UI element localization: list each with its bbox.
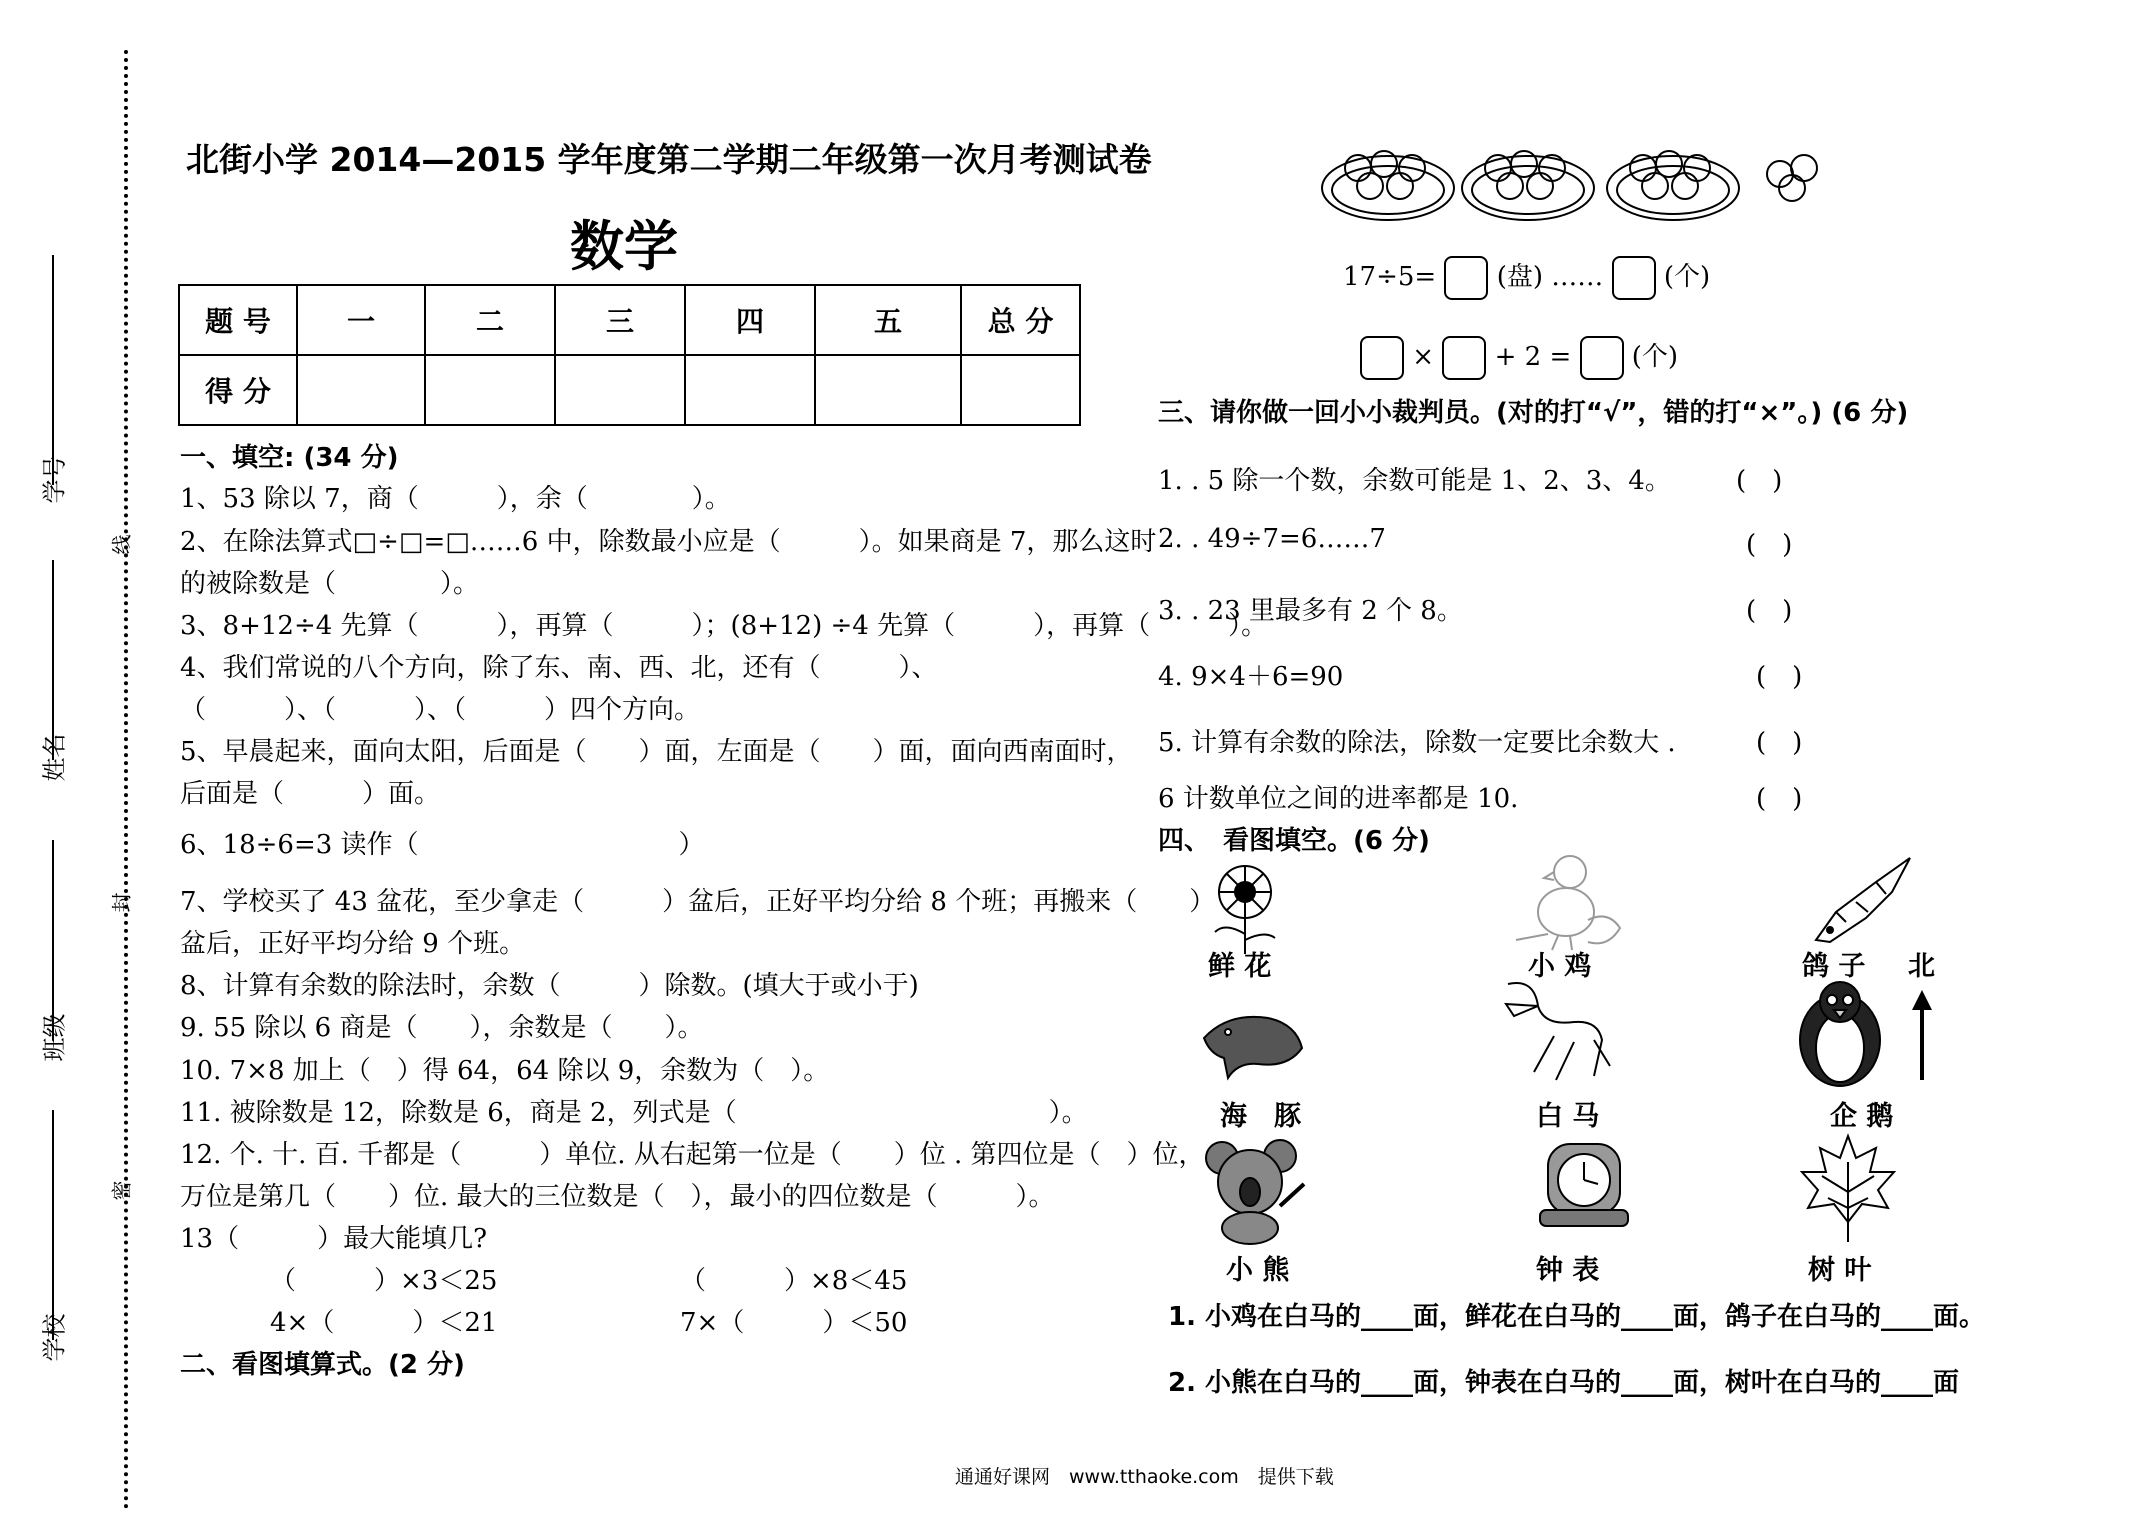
- direction-question-1: 1. 小鸡在白马的____面，鲜花在白马的____面，鸽子在白马的____面。: [1168, 1302, 1986, 1332]
- judge-mark[interactable]: ( ): [1756, 728, 1803, 758]
- question-line: 2、在除法算式□÷□=□……6 中，除数最小应是（ ）。如果商是 7，那么这时: [180, 527, 1157, 557]
- question-line: （ ）、（ ）、（ ）四个方向。: [180, 695, 701, 725]
- question-line: 万位是第几（ ）位. 最大的三位数是（ ），最小的四位数是（ ）。: [180, 1182, 1055, 1212]
- student-no-label: 学号: [40, 455, 69, 504]
- score-header-1: 一: [297, 285, 425, 355]
- section4-title: 四、 看图填空。(6 分): [1158, 826, 1430, 856]
- question-line: 8、计算有余数的除法时，余数（ ）除数。(填大于或小于): [180, 971, 919, 1001]
- score-cell: [961, 355, 1080, 425]
- flower-image: [1200, 862, 1290, 957]
- margin-mark-line: 线: [109, 534, 134, 555]
- question-line: 10. 7×8 加上（ ）得 64，64 除以 9，余数为（ ）。: [180, 1056, 830, 1086]
- judge-item: 3. . 23 里最多有 2 个 8。: [1158, 596, 1463, 626]
- horse-image: [1494, 976, 1614, 1086]
- judge-mark[interactable]: ( ): [1746, 530, 1793, 560]
- equation-text: + 2 =: [1494, 342, 1572, 372]
- score-cell: [425, 355, 555, 425]
- chick-image: [1508, 850, 1628, 955]
- question-line: 4、我们常说的八个方向，除了东、南、西、北，还有（ ）、: [180, 653, 938, 683]
- label-horse: 白 马: [1536, 1101, 1600, 1132]
- judge-item: 6 计数单位之间的进率都是 10.: [1158, 784, 1519, 814]
- label-dolphin: 海 豚: [1220, 1101, 1301, 1132]
- section3-title: 三、请你做一回小小裁判员。(对的打“√”，错的打“×”。) (6 分): [1158, 398, 1909, 428]
- penguin-image: [1790, 978, 1890, 1090]
- student-no-line: [52, 255, 54, 485]
- score-header-total: 总 分: [961, 285, 1080, 355]
- score-header-5: 五: [815, 285, 961, 355]
- equation-text: (个): [1663, 262, 1711, 292]
- score-row-label: 得 分: [179, 355, 297, 425]
- label-chick: 小 鸡: [1528, 951, 1592, 982]
- judge-item: 2. . 49÷7=6……7: [1158, 524, 1386, 554]
- inequality: （ ）×3＜25: [270, 1266, 498, 1296]
- score-cell: [685, 355, 815, 425]
- pigeon-image: [1806, 852, 1916, 947]
- score-header-4: 四: [685, 285, 815, 355]
- score-header-label: 题 号: [179, 285, 297, 355]
- question-line: 盆后，正好平均分给 9 个班。: [180, 929, 526, 959]
- subject-title: 数学: [570, 215, 678, 278]
- binding-dotted-line: [124, 50, 128, 1510]
- judge-mark[interactable]: ( ): [1746, 596, 1793, 626]
- apple-plates-image: [1318, 128, 1838, 228]
- question-line: 的被除数是（ ）。: [180, 569, 480, 599]
- score-table: [178, 284, 1081, 426]
- margin-mark-seal: 封: [109, 892, 134, 913]
- leaf-image: [1798, 1132, 1898, 1244]
- north-label: 北: [1908, 951, 1935, 982]
- answer-box[interactable]: [1360, 336, 1404, 380]
- judge-item: 4. 9×4＋6=90: [1158, 662, 1344, 692]
- class-label: 班级: [40, 1013, 69, 1062]
- judge-mark[interactable]: ( ): [1736, 466, 1783, 496]
- judge-item: 5. 计算有余数的除法，除数一定要比余数大 .: [1158, 728, 1676, 758]
- inequality: （ ）×8＜45: [680, 1266, 908, 1296]
- direction-question-2: 2. 小熊在白马的____面，钟表在白马的____面，树叶在白马的____面: [1168, 1368, 1960, 1398]
- school-line: [52, 1110, 54, 1340]
- label-pigeon: 鸽 子: [1802, 951, 1866, 982]
- equation-text: 17÷5=: [1343, 262, 1437, 292]
- question-line: 后面是（ ）面。: [180, 779, 441, 809]
- question-line: 3、8+12÷4 先算（ ），再算（ ）；(8+12) ÷4 先算（ ），再算（ ）。: [180, 611, 1268, 641]
- division-equation: [1343, 256, 1710, 300]
- label-flower: 鲜 花: [1208, 951, 1272, 982]
- section1-title: 一、填空: (34 分): [180, 443, 399, 473]
- north-arrow-icon: [1910, 990, 1934, 1082]
- inequality: 7×（ ）＜50: [680, 1308, 908, 1338]
- clock-image: [1534, 1140, 1634, 1232]
- score-header-2: 二: [425, 285, 555, 355]
- score-cell: [555, 355, 685, 425]
- judge-item: 1. . 5 除一个数，余数可能是 1、2、3、4。: [1158, 466, 1671, 496]
- exam-title: 北街小学 2014—2015 学年度第二学期二年级第一次月考测试卷: [186, 140, 1152, 179]
- answer-box[interactable]: [1580, 336, 1624, 380]
- section2-title: 二、看图填算式。(2 分): [180, 1350, 465, 1380]
- question-line: 9. 55 除以 6 商是（ ），余数是（ ）。: [180, 1013, 704, 1043]
- footer-source: 通通好课网 www.tthaoke.com 提供下载: [955, 1466, 1334, 1488]
- score-cell: [815, 355, 961, 425]
- question-line: 13（ ）最大能填几?: [180, 1224, 488, 1254]
- question-line: 5、早晨起来，面向太阳，后面是（ ）面，左面是（ ）面，面向西南面时，: [180, 737, 1133, 767]
- judge-mark[interactable]: ( ): [1756, 784, 1803, 814]
- answer-box[interactable]: [1612, 256, 1656, 300]
- equation-text: ×: [1412, 342, 1435, 372]
- label-clock: 钟 表: [1536, 1255, 1600, 1286]
- check-equation: [1360, 336, 1678, 380]
- score-header-3: 三: [555, 285, 685, 355]
- answer-box[interactable]: [1442, 336, 1486, 380]
- question-line: 1、53 除以 7，商（ ），余（ ）。: [180, 484, 731, 514]
- name-label: 姓名: [40, 733, 69, 782]
- margin-mark-secret: 密: [109, 1180, 134, 1201]
- label-bear: 小 熊: [1226, 1255, 1290, 1286]
- question-line: 6、18÷6=3 读作（ ）: [180, 830, 705, 860]
- question-line: 7、学校买了 43 盆花，至少拿走（ ）盆后，正好平均分给 8 个班；再搬来（ ）: [180, 887, 1216, 917]
- answer-box[interactable]: [1444, 256, 1488, 300]
- school-label: 学校: [40, 1313, 69, 1362]
- judge-mark[interactable]: ( ): [1756, 662, 1803, 692]
- score-cell: [297, 355, 425, 425]
- label-leaf: 树 叶: [1808, 1255, 1872, 1286]
- name-line: [52, 560, 54, 760]
- question-line: 11. 被除数是 12，除数是 6，商是 2，列式是（ ）。: [180, 1098, 1088, 1128]
- equation-text: (盘) ……: [1496, 262, 1604, 292]
- label-penguin: 企 鹅: [1830, 1101, 1894, 1132]
- inequality: 4×（ ）＜21: [270, 1308, 498, 1338]
- bear-image: [1200, 1136, 1310, 1246]
- equation-text: (个): [1631, 342, 1679, 372]
- class-line: [52, 840, 54, 1040]
- dolphin-image: [1198, 998, 1308, 1088]
- question-line: 12. 个. 十. 百. 千都是（ ）单位. 从右起第一位是（ ）位 . 第四位是（ ）位，: [180, 1140, 1205, 1170]
